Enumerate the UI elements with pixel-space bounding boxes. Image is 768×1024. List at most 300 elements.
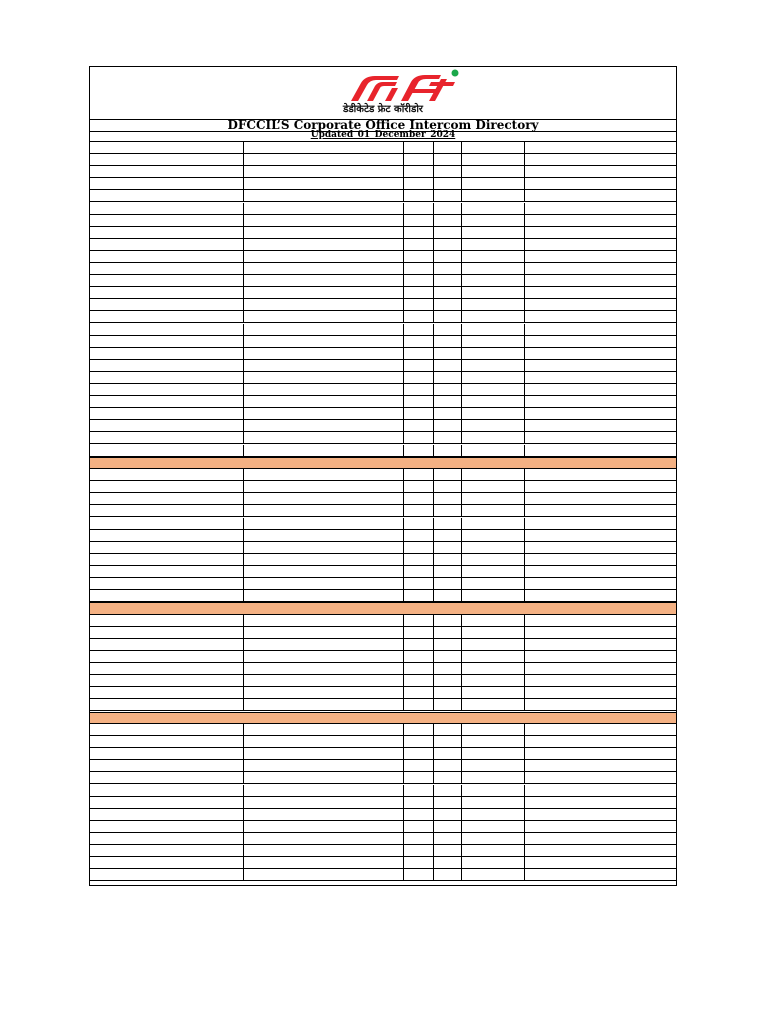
table-cell [434,299,462,310]
table-cell [462,239,525,250]
table-cell [404,505,434,516]
table-cell [90,772,244,783]
table-cell [462,845,525,856]
table-row [90,615,676,627]
table-row [90,797,676,809]
table-cell [434,675,462,686]
table-cell [462,785,525,796]
table-cell [404,420,434,431]
table-row [90,845,676,857]
table-cell [404,215,434,226]
table-cell [434,203,462,214]
table-cell [90,663,244,674]
table-cell [434,142,462,153]
table-cell [434,578,462,589]
table-cell [462,215,525,226]
table-cell [434,542,462,553]
table-row [90,360,676,372]
table-cell [434,748,462,759]
table-cell [404,857,434,868]
table-cell [404,287,434,298]
table-cell [90,845,244,856]
table-cell [244,372,404,383]
table-cell [244,785,404,796]
table-cell [404,530,434,541]
table-row [90,469,676,481]
table-cell [244,675,404,686]
table-cell [404,239,434,250]
table-row [90,166,676,178]
table-cell [404,469,434,480]
table-cell [404,833,434,844]
table-cell [462,663,525,674]
table-cell [90,857,244,868]
directory-sheet [89,66,677,886]
table-cell [244,699,404,710]
table-cell [404,651,434,662]
table-cell [434,227,462,238]
table-cell [244,772,404,783]
hindi-company-name: डेडीकेटेड फ्रेट कॉरीडोर [342,104,424,115]
table-row [90,493,676,505]
table-cell [404,493,434,504]
table-cell [462,166,525,177]
table-cell [434,324,462,335]
table-cell [462,651,525,662]
table-cell [434,469,462,480]
table-row [90,554,676,566]
dfccil-logo [345,67,463,105]
table-cell [434,311,462,322]
table-cell [90,736,244,747]
table-cell [90,190,244,201]
table-cell [90,869,244,880]
table-cell [434,785,462,796]
table-cell [90,227,244,238]
table-cell [404,627,434,638]
table-cell [244,505,404,516]
table-cell [244,809,404,820]
table-row [90,372,676,384]
table-cell [244,420,404,431]
table-cell [404,348,434,359]
table-cell [434,420,462,431]
table-row [90,675,676,687]
table-cell [462,736,525,747]
table-cell [462,542,525,553]
table-cell [404,372,434,383]
table-cell [90,299,244,310]
table-cell [90,360,244,371]
table-cell [462,760,525,771]
table-cell [434,590,462,601]
table-row [90,542,676,554]
table-cell [462,432,525,443]
table-cell [462,639,525,650]
table-cell [462,530,525,541]
table-cell [434,627,462,638]
table-cell [90,554,244,565]
table-cell [404,566,434,577]
table-row [90,639,676,651]
table-cell [244,797,404,808]
table-cell [90,615,244,626]
table-cell [434,505,462,516]
table-row [90,299,676,311]
table-row [90,530,676,542]
table-cell [404,748,434,759]
table-cell [462,699,525,710]
table-cell [90,239,244,250]
table-cell [434,869,462,880]
table-cell [244,203,404,214]
table-cell [462,420,525,431]
table-cell [462,384,525,395]
table-cell [404,203,434,214]
table-cell [434,639,462,650]
table-cell [462,396,525,407]
table-cell [434,336,462,347]
table-cell [244,154,404,165]
table-cell [90,797,244,808]
table-cell [434,384,462,395]
table-cell [434,554,462,565]
table-cell [404,663,434,674]
table-row [90,627,676,639]
table-cell [244,432,404,443]
table-cell [244,760,404,771]
table-cell [404,578,434,589]
table-cell [90,760,244,771]
table-cell [434,651,462,662]
table-cell [462,348,525,359]
table-cell [462,554,525,565]
table-cell [462,142,525,153]
table-cell [244,869,404,880]
table-cell [244,639,404,650]
table-cell [244,566,404,577]
table-row [90,772,676,784]
table-cell [462,445,525,456]
table-cell [434,396,462,407]
table-cell [434,687,462,698]
table-cell [434,481,462,492]
table-row [90,481,676,493]
table-cell [462,251,525,262]
table-cell [90,287,244,298]
table-cell [90,396,244,407]
table-cell [462,687,525,698]
table-cell [434,190,462,201]
table-cell [244,336,404,347]
table-cell [404,845,434,856]
table-cell [244,542,404,553]
table-cell [462,724,525,735]
table-row [90,263,676,275]
table-cell [244,239,404,250]
table-row [90,760,676,772]
table-cell [434,275,462,286]
table-cell [244,736,404,747]
table-cell [90,481,244,492]
table-cell [434,821,462,832]
table-cell [434,809,462,820]
table-row [90,857,676,869]
table-cell [244,530,404,541]
table-cell [434,263,462,274]
table-cell [404,481,434,492]
table-cell [90,675,244,686]
table-cell [244,493,404,504]
table-cell [244,299,404,310]
table-row [90,408,676,420]
table-cell [404,408,434,419]
table-cell [244,178,404,189]
table-cell [462,372,525,383]
table-cell [462,481,525,492]
table-cell [462,566,525,577]
table-cell [404,687,434,698]
section-band [90,457,676,470]
table-row [90,287,676,299]
table-row [90,869,676,881]
table-cell [244,275,404,286]
table-cell [244,615,404,626]
table-cell [90,590,244,601]
table-row [90,518,676,530]
table-cell [90,833,244,844]
table-cell [244,396,404,407]
table-cell [434,360,462,371]
table-cell [462,469,525,480]
table-row [90,590,676,602]
table-cell [434,797,462,808]
table-cell [90,687,244,698]
table-cell [404,251,434,262]
table-cell [462,590,525,601]
table-cell [90,578,244,589]
table-cell [434,857,462,868]
table-cell [434,372,462,383]
table-cell [462,809,525,820]
table-cell [90,324,244,335]
table-cell [90,493,244,504]
table-cell [434,432,462,443]
table-cell [434,251,462,262]
table-cell [462,833,525,844]
table-row [90,809,676,821]
table-cell [90,445,244,456]
table-cell [462,578,525,589]
table-cell [244,408,404,419]
table-cell [434,178,462,189]
table-row [90,833,676,845]
table-row [90,154,676,166]
table-cell [462,675,525,686]
table-cell [90,542,244,553]
table-row [90,821,676,833]
table-cell [404,639,434,650]
table-row [90,203,676,215]
table-cell [404,542,434,553]
table-cell [90,627,244,638]
table-cell [244,724,404,735]
subtitle-row [90,131,676,142]
table-cell [404,360,434,371]
table-cell [462,869,525,880]
table-cell [404,736,434,747]
table-cell [244,142,404,153]
table-cell [404,518,434,529]
table-cell [90,263,244,274]
table-cell [244,190,404,201]
table-cell [404,299,434,310]
table-cell [404,809,434,820]
table-cell [404,590,434,601]
table-cell [434,154,462,165]
table-cell [244,469,404,480]
table-cell [462,190,525,201]
table-cell [404,785,434,796]
table-cell [244,748,404,759]
letterhead [90,67,676,120]
table-cell [404,760,434,771]
table-cell [90,384,244,395]
table-cell [434,615,462,626]
table-cell [404,432,434,443]
table-cell [434,724,462,735]
table-cell [404,154,434,165]
table-row [90,699,676,711]
table-cell [244,287,404,298]
table-cell [244,590,404,601]
table-row [90,724,676,736]
table-cell [90,821,244,832]
table-cell [404,445,434,456]
table-cell [434,736,462,747]
table-cell [90,748,244,759]
table-cell [90,336,244,347]
table-cell [462,227,525,238]
table-row [90,190,676,202]
table-cell [90,215,244,226]
table-cell [244,311,404,322]
table-cell [434,493,462,504]
table-row [90,445,676,457]
table-cell [404,675,434,686]
table-row [90,736,676,748]
table-cell [434,530,462,541]
table-cell [244,651,404,662]
table-row [90,311,676,323]
table-cell [434,239,462,250]
table-cell [244,554,404,565]
table-cell [244,627,404,638]
table-cell [462,360,525,371]
table-cell [404,384,434,395]
table-cell [90,530,244,541]
table-cell [90,518,244,529]
table-cell [404,263,434,274]
table-row [90,663,676,675]
table-row [90,748,676,760]
table-cell [434,772,462,783]
table-cell [462,772,525,783]
table-row [90,687,676,699]
table-cell [404,797,434,808]
page-title: DFCCIL’S Corporate Office Intercom Directory [227,118,539,132]
table-cell [462,154,525,165]
table-cell [90,651,244,662]
table-row [90,215,676,227]
table-cell [90,275,244,286]
table-row [90,651,676,663]
table-cell [244,384,404,395]
table-cell [244,263,404,274]
table-cell [462,275,525,286]
table-cell [404,275,434,286]
table-cell [434,166,462,177]
table-cell [404,699,434,710]
table-cell [462,299,525,310]
table-cell [404,178,434,189]
table-cell [462,797,525,808]
table-cell [244,845,404,856]
table-cell [90,724,244,735]
table-cell [462,324,525,335]
table-cell [434,518,462,529]
table-cell [462,615,525,626]
table-cell [434,445,462,456]
table-cell [244,857,404,868]
table-cell [90,785,244,796]
table-row [90,178,676,190]
table-cell [434,348,462,359]
table-row [90,566,676,578]
table-cell [90,639,244,650]
table-cell [244,481,404,492]
table-cell [434,287,462,298]
table-cell [90,420,244,431]
table-row [90,251,676,263]
table-cell [90,505,244,516]
table-cell [90,566,244,577]
table-cell [462,336,525,347]
section-band [90,602,676,615]
table-row [90,324,676,336]
table-cell [462,493,525,504]
table-cell [462,287,525,298]
table-row [90,384,676,396]
table-cell [90,166,244,177]
table-cell [244,360,404,371]
table-cell [404,724,434,735]
table-row [90,275,676,287]
table-cell [462,748,525,759]
table-cell [434,845,462,856]
table-row [90,785,676,797]
table-cell [404,821,434,832]
table-cell [244,578,404,589]
section-band [90,712,676,725]
table-cell [90,154,244,165]
table-cell [404,142,434,153]
table-cell [462,203,525,214]
table-row [90,227,676,239]
table-cell [90,699,244,710]
table-cell [244,166,404,177]
table-cell [90,311,244,322]
